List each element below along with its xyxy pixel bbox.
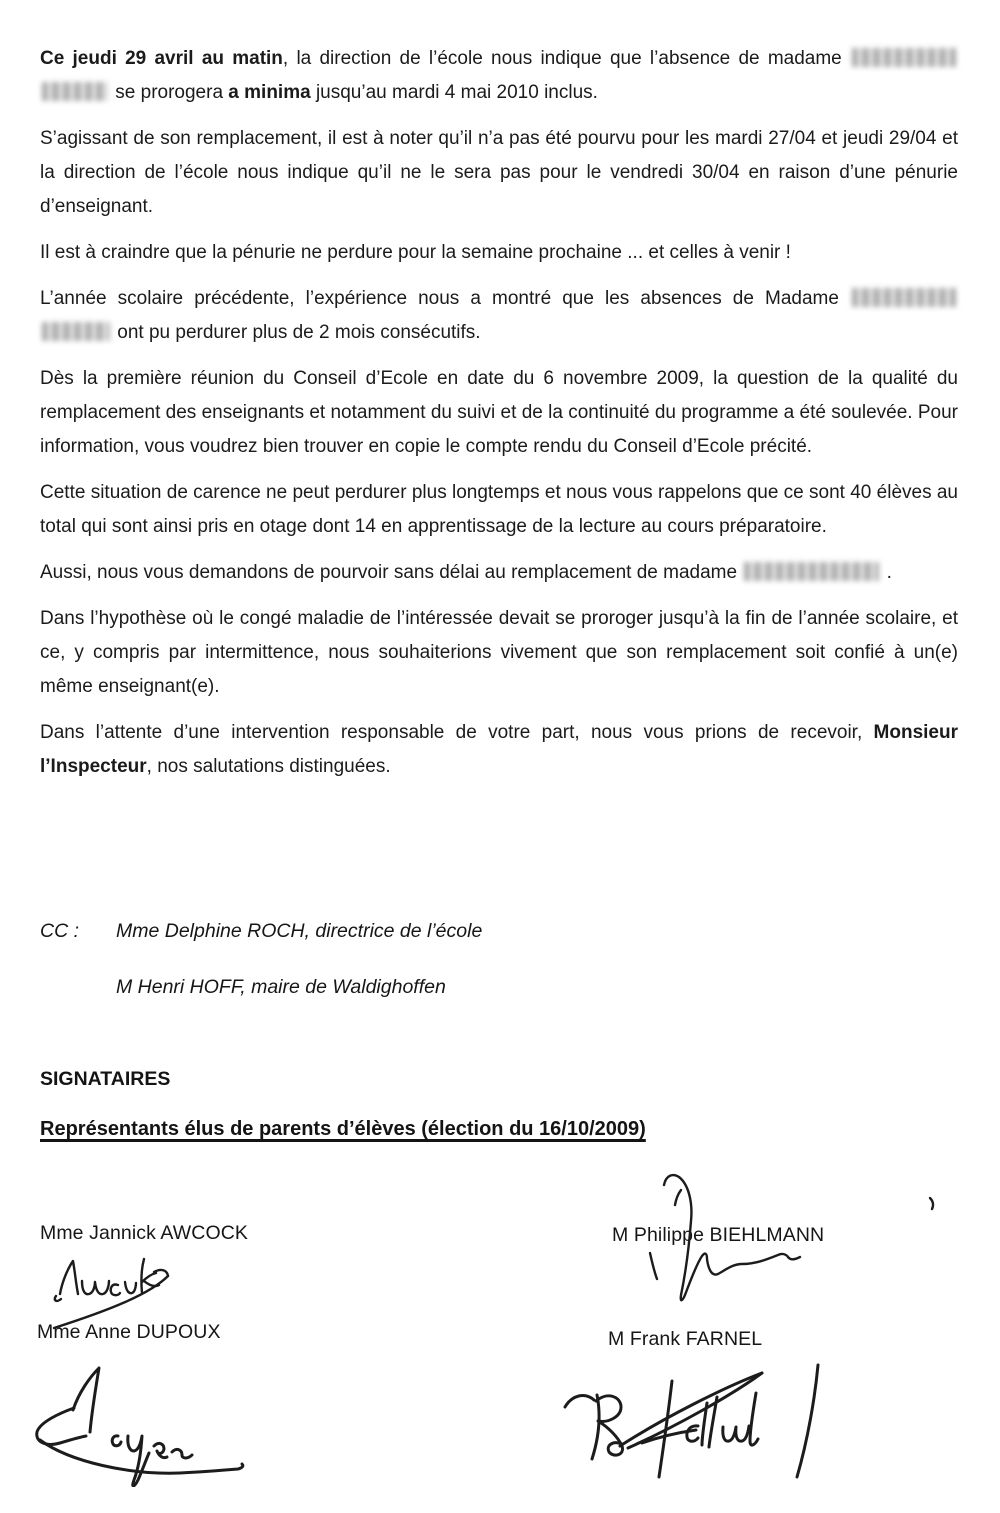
text-segment: Ce jeudi 29 avril au matin (40, 48, 283, 69)
cc-label: CC : (40, 920, 79, 942)
text-segment: S’agissant de son remplacement, il est à noter qu’il n’a pas été pourvu pour les mardi 27/04 et jeudi 29/04 et la direction de l’école nous indique qu’il ne le sera pas pour le vendredi 30/04 en raison d’une pénurie d’enseignant. (40, 128, 958, 217)
cc-line-1 (40, 920, 740, 943)
text-segment: a minima (228, 82, 311, 103)
redacted-name (42, 82, 108, 101)
paragraph (40, 122, 958, 224)
text-segment: Dans l’attente d’une intervention responsable de votre part, nous vous prions de recevoir, (40, 722, 874, 743)
signer-name-dupoux: Mme Anne DUPOUX (37, 1321, 221, 1343)
text-segment: Aussi, nous vous demandons de pourvoir sans délai au remplacement de madame (40, 562, 743, 583)
cc-recipient-1: Mme Delphine ROCH, directrice de l’école (116, 920, 483, 942)
signer-name-biehlmann: M Philippe BIEHLMANN (612, 1224, 825, 1246)
redacted-name (42, 322, 110, 341)
text-segment: jusqu’au mardi 4 mai 2010 inclus. (310, 82, 598, 103)
text-segment: , la direction de l’école nous indique que l’absence de madame (282, 48, 850, 69)
representants-heading: Représentants élus de parents d’élèves (élection du 16/10/2009) (40, 1118, 646, 1140)
paragraph (40, 602, 958, 704)
text-segment: Monsieur l’Inspecteur (40, 722, 958, 777)
text-segment: Il est à craindre que la pénurie ne perdure pour la semaine prochaine ... et celles à venir ! (40, 242, 791, 263)
text-segment: Cette situation de carence ne peut perdurer plus longtemps et nous vous rappelons que ce sont 40 élèves au total qui sont ainsi pris en otage dont 14 en apprentissage de la lecture au cours préparatoire. (40, 482, 958, 537)
signataires-heading: SIGNATAIRES (40, 1068, 171, 1090)
cc-recipient-2: M Henri HOFF, maire de Waldighoffen (116, 976, 446, 998)
text-segment: ont pu perdurer plus de 2 mois consécutifs. (112, 322, 481, 343)
paragraph (40, 476, 958, 544)
paragraph (40, 716, 958, 784)
text-segment: Dans l’hypothèse où le congé maladie de l’intéressée devait se proroger jusqu’à la fin de l’année scolaire, et ce, y compris par intermittence, nous souhaiterions vivement que son remplacement soit confié à un(e) même enseignant(e). (40, 608, 958, 697)
signer-name-awcock: Mme Jannick AWCOCK (40, 1222, 249, 1244)
cc-label-spacer (40, 976, 116, 999)
paragraph (40, 282, 958, 350)
text-segment: , nos salutations distinguées. (146, 756, 391, 777)
cc-line-2 (40, 976, 740, 999)
text-segment: . (881, 562, 892, 583)
signature-biehlmann (610, 1165, 940, 1315)
redacted-name (744, 562, 879, 581)
signature-dupoux (30, 1352, 280, 1487)
paragraph (40, 556, 958, 590)
text-segment: L’année scolaire précédente, l’expérience nous a montré que les absences de Madame (40, 288, 850, 309)
signature-awcock (40, 1250, 190, 1340)
paragraph (40, 236, 958, 270)
signature-farnel (550, 1345, 840, 1490)
paragraph (40, 42, 958, 110)
paragraph (40, 362, 958, 464)
text-segment: Dès la première réunion du Conseil d’Ecole en date du 6 novembre 2009, la question de la qualité du remplacement des enseignants et notamment du suivi et de la continuité du programme a été soulevée. Pour information, vous voudrez bien trouver en copie le compte rendu du Conseil d’Ecole précité. (40, 368, 958, 457)
letter-body (40, 42, 958, 796)
signer-name-farnel: M Frank FARNEL (608, 1328, 763, 1350)
redacted-name (852, 288, 956, 307)
text-segment: se prorogera (110, 82, 229, 103)
redacted-name (852, 48, 956, 67)
